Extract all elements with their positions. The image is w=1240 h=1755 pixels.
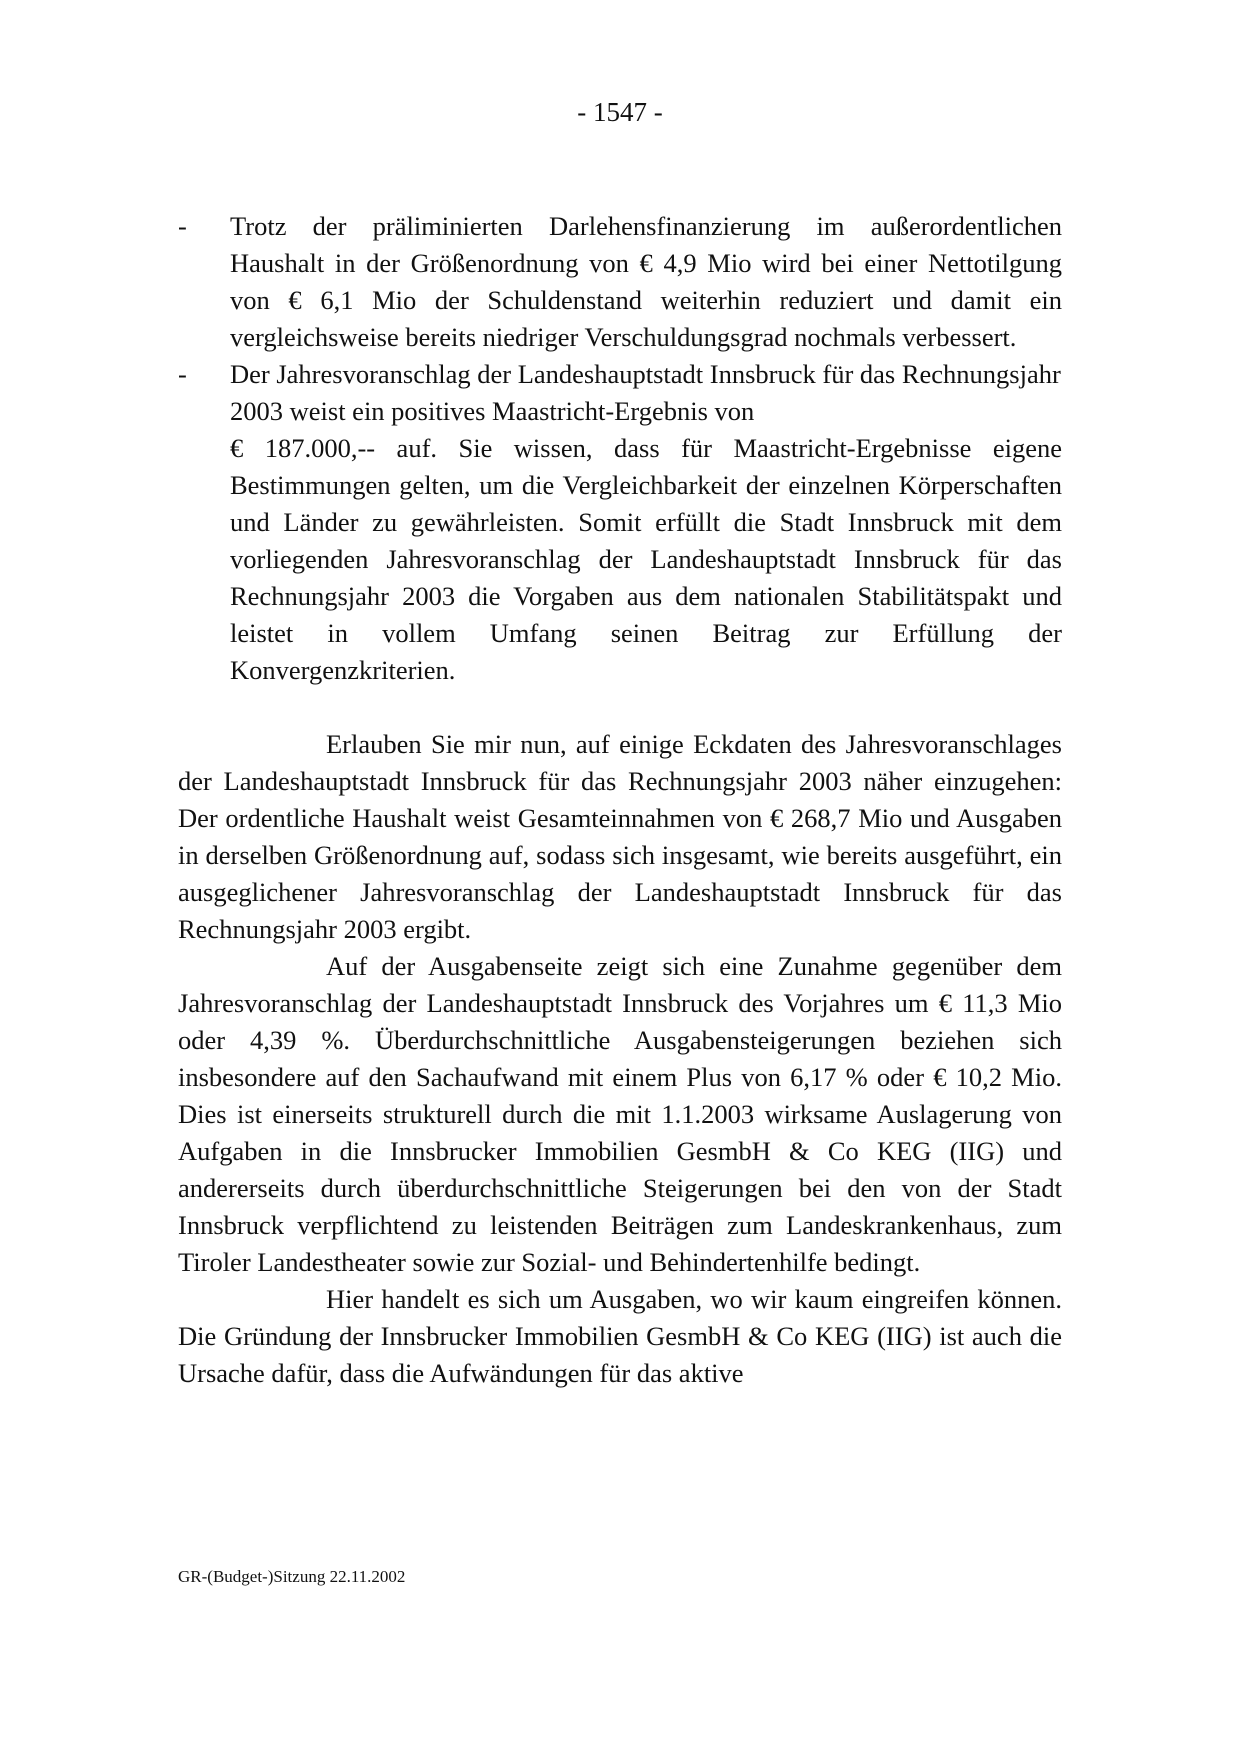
bullet-item xyxy=(178,356,1062,689)
bullet-text: Trotz der präliminierten Darlehensfinanzierung im außerordentlichen Haushalt in der Größenordnung von € 4,9 Mio wird bei einer Nettotilgung von € 6,1 Mio der Schuldenstand weiterhin reduziert und damit ein vergleichsweise bereits niedriger Verschuldungsgrad nochmals verbessert. xyxy=(230,211,1062,352)
body-paragraph: Hier handelt es sich um Ausgaben, wo wir kaum eingreifen können. Die Gründung der Innsbrucker Immobilien GesmbH & Co KEG (IIG) ist auch die Ursache dafür, dass die Aufwändungen für das aktive xyxy=(178,1284,1062,1388)
bullet-dash: - xyxy=(178,211,187,241)
spacer xyxy=(178,689,1062,726)
bullet-item xyxy=(178,208,1062,356)
body-paragraph: Auf der Ausgabenseite zeigt sich eine Zunahme gegenüber dem Jahresvoranschlag der Landeshauptstadt Innsbruck des Vorjahres um € 11,3 Mio oder 4,39 %. Überdurchschnittliche Ausgabensteigerungen beziehen sich insbesondere auf den Sachaufwand mit einem Plus von 6,17 % oder € 10,2 Mio. Dies ist einerseits strukturell durch die mit 1.1.2003 wirksame Auslagerung von Aufgaben in die Innsbrucker Immobilien GesmbH & Co KEG (IIG) und andererseits durch überdurchschnittliche Steigerungen bei den von der Stadt Innsbruck verpflichtend zu leistenden Beiträgen zum Landeskrankenhaus, zum Tiroler Landestheater sowie zur Sozial- und Behindertenhilfe bedingt. xyxy=(178,951,1062,1277)
body-paragraph: Erlauben Sie mir nun, auf einige Eckdaten des Jahresvoranschlages der Landeshauptstadt Innsbruck für das Rechnungsjahr 2003 näher einzugehen: Der ordentliche Haushalt weist Gesamteinnahmen von € 268,7 Mio und Ausgaben in derselben Größenordnung auf, sodass sich insgesamt, wie bereits ausgeführt, ein ausgeglichener Jahresvoranschlag der Landeshauptstadt Innsbruck für das Rechnungsjahr 2003 ergibt. xyxy=(178,729,1062,944)
bullet-text-line: Der Jahresvoranschlag der Landeshauptstadt Innsbruck für das Rechnungsjahr 2003 weist ein positives Maastricht-Ergebnis von xyxy=(230,359,1061,426)
footer-session-date: GR-(Budget-)Sitzung 22.11.2002 xyxy=(178,1567,406,1586)
document-body xyxy=(178,208,1062,1392)
page-number: - 1547 - xyxy=(577,97,663,127)
bullet-dash: - xyxy=(178,359,187,389)
bullet-text-continuation: € 187.000,-- auf. Sie wissen, dass für Maastricht-Ergebnisse eigene Bestimmungen gelten, um die Vergleichbarkeit der einzelnen Körperschaften und Länder zu gewährleisten. Somit erfüllt die Stadt Innsbruck mit dem vorliegenden Jahresvoranschlag der Landeshauptstadt Innsbruck für das Rechnungsjahr 2003 die Vorgaben aus dem nationalen Stabilitätspakt und leistet in vollem Umfang seinen Beitrag zur Erfüllung der Konvergenzkriterien. xyxy=(230,433,1062,685)
